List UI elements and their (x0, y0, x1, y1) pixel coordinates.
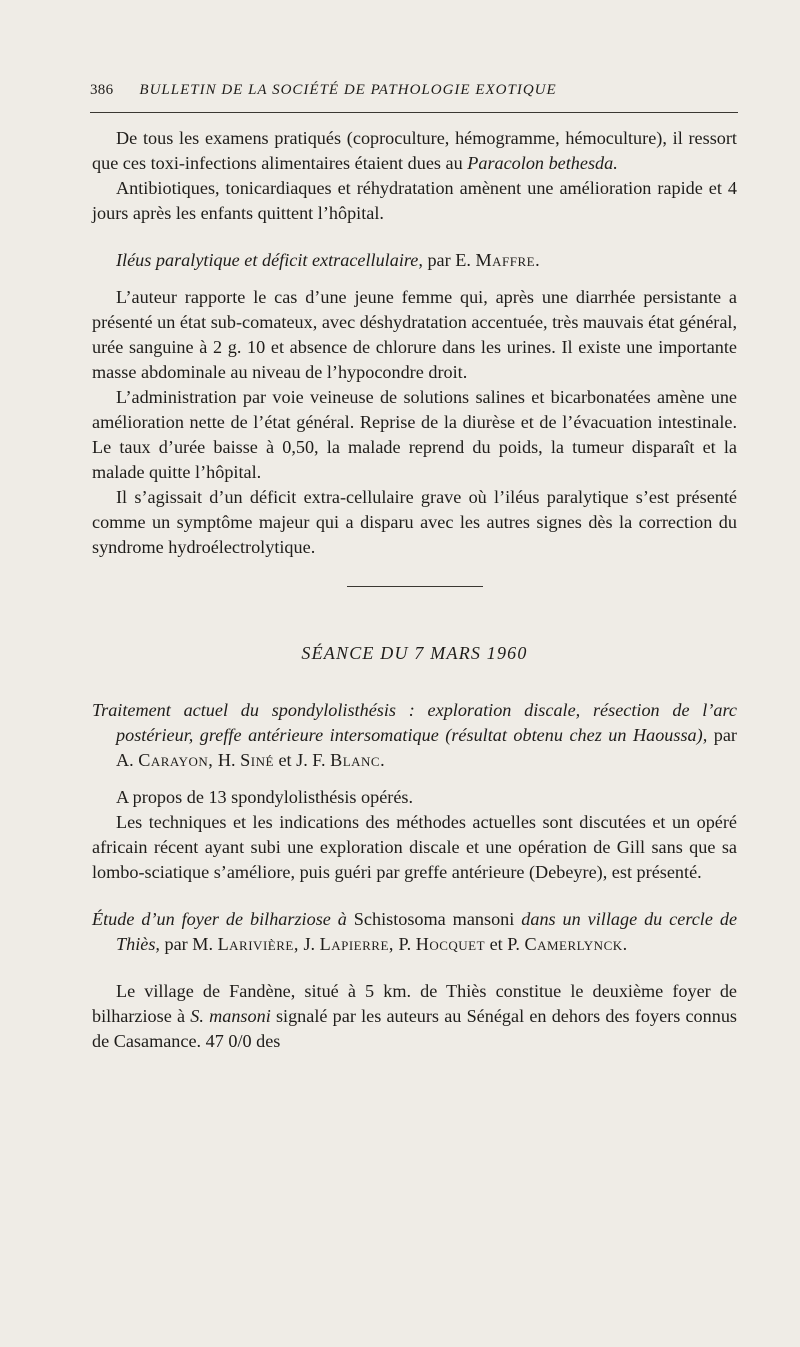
byline-text: J. (303, 934, 316, 954)
italic-species: S. mansoni (190, 1006, 271, 1026)
article-title-bilharziose (92, 907, 737, 957)
author-name: Blanc. (330, 750, 386, 770)
author-name: Larivière, (217, 934, 299, 954)
header-rule (90, 112, 738, 113)
author-name: Hocquet (415, 934, 486, 954)
byline-text: et J. F. (278, 750, 326, 770)
byline-text: par A. (116, 725, 737, 770)
author-name: Camerlynck. (524, 934, 628, 954)
paragraph-text: signalé par les auteurs au Sénégal en dehors des foyers connus de Casamance. 47 0/0 des (92, 1006, 738, 1051)
paragraph-administration: L’administration par voie veineuse de solutions salines et bicarbonatées amène une amélioration nette de l’état général. Reprise de la diurèse et de l’évacuation intestinale. Le taux d’urée baisse à 0,50, la malade reprend du poids, la tumeur disparaît et la malade quitte l’hôpital. (92, 387, 737, 482)
paragraph-fandene (92, 979, 737, 1054)
article-title-text: Traitement actuel du spondylolisthésis : exploration discale, résection de l’arc postérieur, greffe antérieure intersomatique (résultat obtenu chez un Haoussa), (92, 700, 737, 745)
byline-text: H. (217, 750, 236, 770)
byline-text: P. (398, 934, 412, 954)
byline-text: par E. (427, 250, 471, 270)
article-title-text: Iléus paralytique et déficit extracellulaire, (116, 250, 423, 270)
section-title: SÉANCE DU 7 MARS 1960 (301, 643, 528, 663)
paragraph-case-report: L’auteur rapporte le cas d’une jeune femme qui, après une diarrhée persistante a présenté un état sub-comateux, avec déshydratation accentuée, très mauvais état général, urée sanguine à 2 g. 10 et absence de chlorure dans les urines. Il existe une importante masse abdominale au niveau de l’hypocondre droit. (92, 287, 737, 382)
journal-title: BULLETIN DE LA SOCIÉTÉ DE PATHOLOGIE EXOTIQUE (139, 82, 557, 98)
section-separator (347, 586, 483, 587)
page-body (92, 126, 737, 1054)
page-number: 386 (90, 82, 114, 98)
article-title-text: dans un village du cercle de Thiès, (116, 909, 738, 954)
italic-species: Paracolon bethesda. (467, 153, 618, 173)
author-name: Maffre. (475, 250, 541, 270)
paragraph-text: Le village de Fandène, situé à 5 km. de Thiès constitue le deuxième foyer de bilharziose à (92, 981, 737, 1026)
byline-text: par M. (164, 934, 214, 954)
author-name: Lapierre, (319, 934, 394, 954)
paragraph-antibiotiques: Antibiotiques, tonicardiaques et réhydratation amènent une amélioration rapide et 4 jours après les enfants quittent l’hôpital. (92, 178, 737, 223)
article-title-spondylolisthesis (92, 698, 737, 773)
running-header (90, 82, 738, 99)
paragraph-propos: A propos de 13 spondylolisthésis opérés. (116, 787, 414, 807)
paragraph-techniques: Les techniques et les indications des méthodes actuelles sont discutées et un opéré africain récent ayant subi une exploration discale et une opération de Gill sans que sa lombo-sciatique s’améliore, puis guéri par greffe antérieure (Debeyre), est présenté. (92, 812, 737, 882)
author-name: Carayon, (138, 750, 214, 770)
species-name: Schistosoma mansoni (353, 909, 515, 929)
byline-text: et P. (489, 934, 520, 954)
paragraph-toxi-infections (92, 126, 737, 176)
paragraph-deficit: Il s’agissait d’un déficit extra-cellulaire grave où l’iléus paralytique s’est présenté comme un symptôme majeur qui a disparu avec les autres signes dès la correction du syndrome hydroélectrolytique. (92, 487, 737, 557)
article-title-ileus (92, 248, 737, 273)
article-title-text: Étude d’un foyer de bilharziose à (92, 909, 347, 929)
paragraph-text: De tous les examens pratiqués (coproculture, hémogramme, hémoculture), il ressort que ces toxi-infections alimentaires étaient dues au (92, 128, 737, 173)
author-name: Siné (240, 750, 274, 770)
